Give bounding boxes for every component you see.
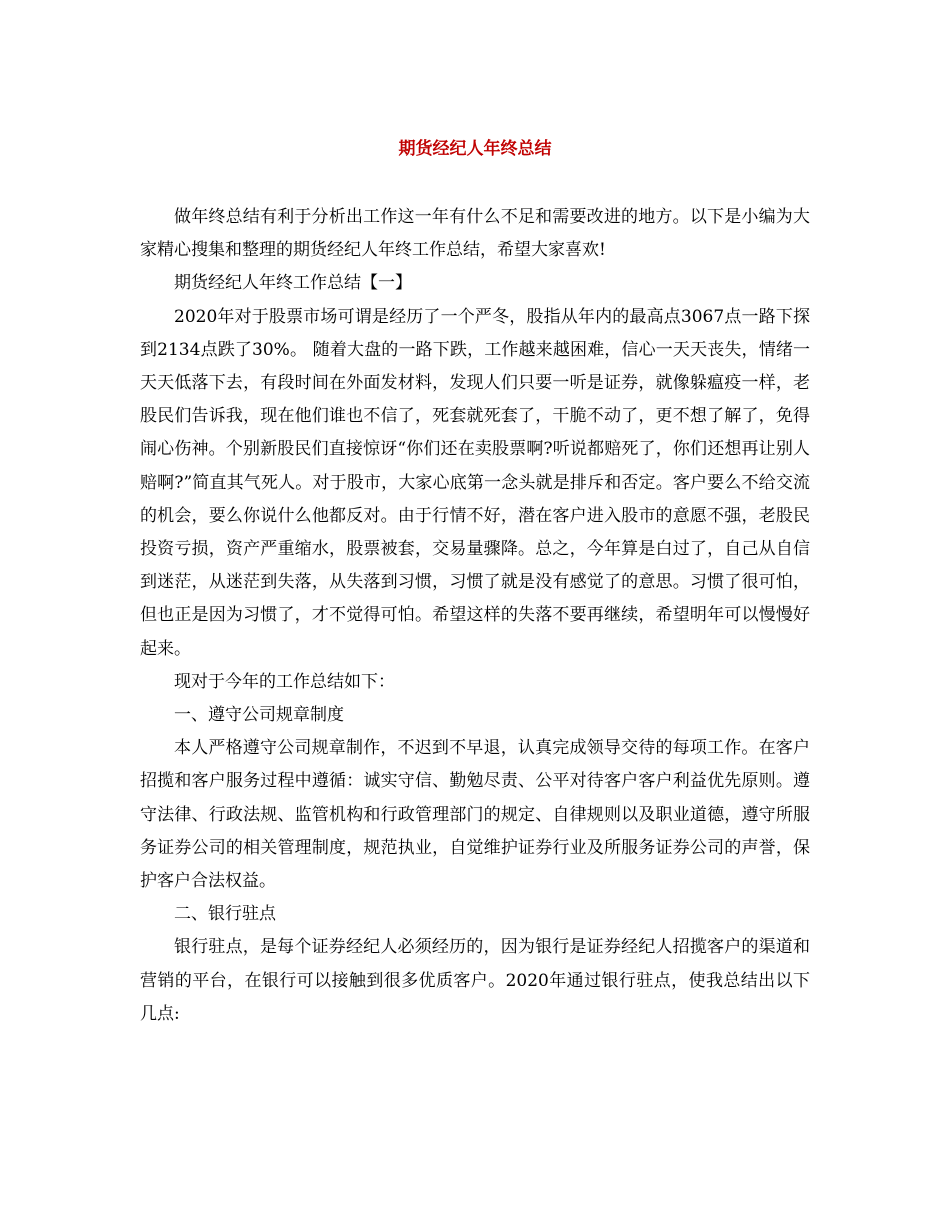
section-heading-one: 期货经纪人年终工作总结【一】 bbox=[174, 273, 412, 294]
heading-company-rules: 一、遵守公司规章制度 bbox=[174, 705, 344, 726]
paragraph-company-rules: 本人严格遵守公司规章制作，不迟到不早退，认真完成领导交待的每项工作。在客户招揽和客户服务过程中遵循：诚实守信、勤勉尽责、公平对待客户客户利益优先原则。遵守法律、行政法规、监管机构和行政管理部门的规定、自律规则以及职业道德，遵守所服务证券公司的相关管理制度，规范执业，自觉维护证券行业及所服务证券公司的声誉，保护客户合法权益。 bbox=[140, 738, 810, 892]
paragraph-market-review: 2020年对于股票市场可谓是经历了一个严冬，股指从年内的最高点3067点一路下探到2134点跌了30%。 随着大盘的一路下跌，工作越来越困难，信心一天天丧失，情绪一天天低落下去，有段时间在外面发材料，发现人们只要一听是证券，就像躲瘟疫一样，老股民们告诉我，现在他们谁也不信了，死套就死套了，干脆不动了，更不想了解了，免得闹心伤神。个别新股民们直接惊讶“你们还在卖股票啊?听说都赔死了，你们还想再让别人赔啊?”简直其气死人。对于股市，大家心底第一念头就是排斥和否定。客户要么不给交流的机会，要么你说什么他都反对。由于行情不好，潜在客户进入股市的意愿不强，老股民投资亏损，资产严重缩水，股票被套，交易量骤降。总之，今年算是白过了，自己从自信到迷茫，从迷茫到失落，从失落到习惯，习惯了就是没有感觉了的意思。习惯了很可怕，但也正是因为习惯了，才不觉得可怕。希望这样的失落不要再继续，希望明年可以慢慢好起来。 bbox=[140, 306, 810, 659]
heading-bank-station: 二、银行驻点 bbox=[174, 904, 276, 925]
paragraph-summary-lead: 现对于今年的工作总结如下： bbox=[174, 671, 395, 692]
document-body bbox=[140, 201, 810, 1031]
paragraph-bank-station: 银行驻点，是每个证券经纪人必须经历的，因为银行是证券经纪人招揽客户的渠道和营销的平台，在银行可以接触到很多优质客户。2020年通过银行驻点，使我总结出以下几点: bbox=[140, 937, 810, 1024]
paragraph-intro: 做年终总结有利于分析出工作这一年有什么不足和需要改进的地方。以下是小编为大家精心搜集和整理的期货经纪人年终工作总结，希望大家喜欢! bbox=[140, 207, 810, 261]
document-title: 期货经纪人年终总结 bbox=[398, 139, 552, 159]
